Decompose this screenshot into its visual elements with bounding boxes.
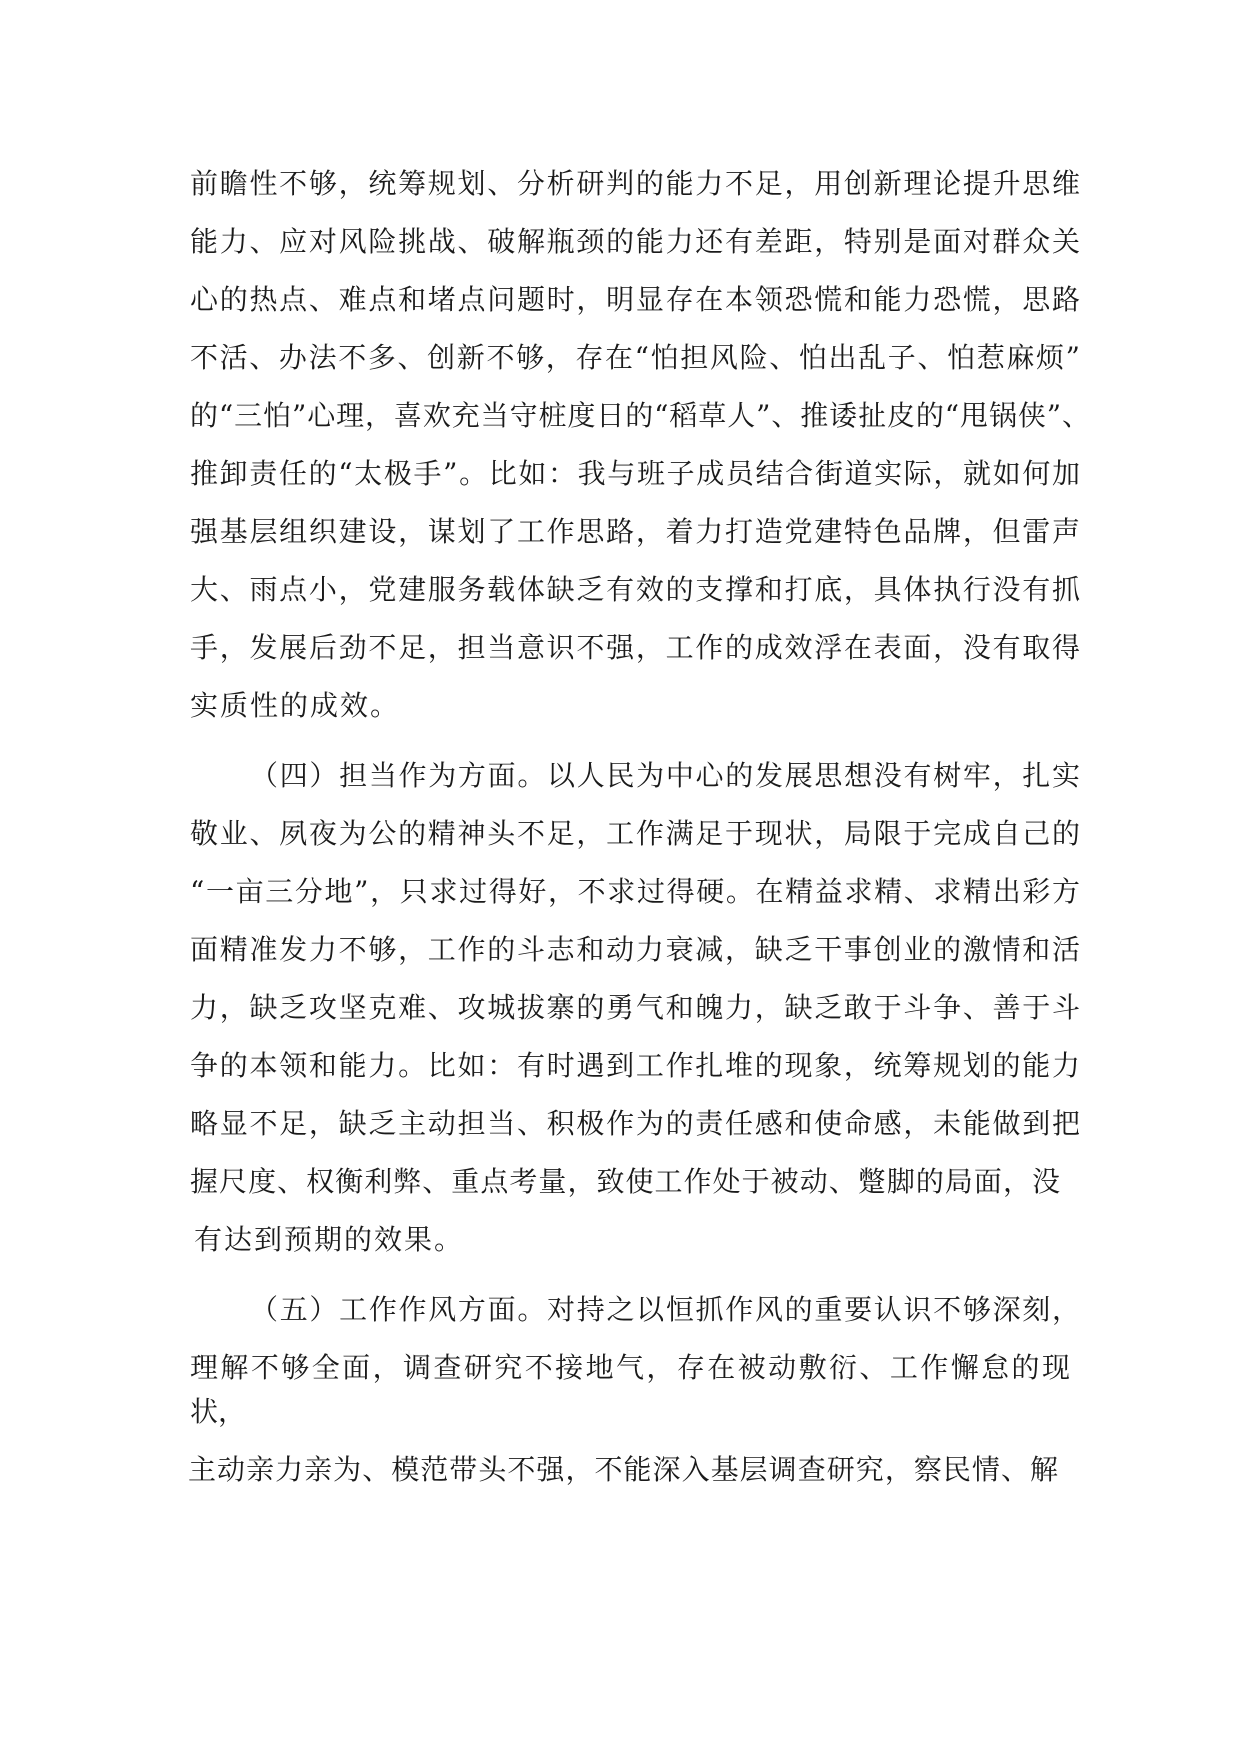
text-line: 手，发展后劲不足，担当意识不强，工作的成效浮在表面，没有取得 [190, 631, 1080, 664]
text-line: 敬业、夙夜为公的精神头不足，工作满足于现状，局限于完成自己的 [190, 817, 1080, 850]
text-line: 心的热点、难点和堵点问题时，明显存在本领恐慌和能力恐慌，思路 [190, 283, 1080, 316]
text-line: 有达到预期的效果。 [194, 1223, 465, 1256]
text-line: 强基层组织建设，谋划了工作思路，着力打造党建特色品牌，但雷声 [190, 515, 1080, 548]
text-line: 大、雨点小，党建服务载体缺乏有效的支撑和打底，具体执行没有抓 [190, 573, 1080, 606]
text-line: “一亩三分地”，只求过得好，不求过得硬。在精益求精、求精出彩方 [190, 875, 1080, 908]
text-line: 力，缺乏攻坚克难、攻城拔寨的勇气和魄力，缺乏敢于斗争、善于斗 [190, 991, 1080, 1024]
section-heading-line: （五）工作作风方面。对持之以恒抓作风的重要认识不够深刻， [250, 1293, 1080, 1326]
text-line: 主动亲力亲为、模范带头不强，不能深入基层调查研究，察民情、解 [188, 1453, 1058, 1486]
section-heading-line: （四）担当作为方面。以人民为中心的发展思想没有树牢，扎实 [250, 759, 1080, 792]
text-line: 状， [190, 1395, 247, 1428]
text-line: 面精准发力不够，工作的斗志和动力衰减，缺乏干事创业的激情和活 [190, 933, 1080, 966]
text-line: 理解不够全面，调查研究不接地气，存在被动敷衍、工作懈怠的现 [190, 1351, 1070, 1384]
text-line: 实质性的成效。 [190, 689, 401, 722]
text-line: 推卸责任的“太极手”。比如：我与班子成员结合街道实际，就如何加 [190, 457, 1080, 490]
text-line: 前瞻性不够，统筹规划、分析研判的能力不足，用创新理论提升思维 [190, 167, 1080, 200]
text-line: 握尺度、权衡利弊、重点考量，致使工作处于被动、蹩脚的局面，没 [190, 1165, 1060, 1198]
text-line: 能力、应对风险挑战、破解瓶颈的能力还有差距，特别是面对群众关 [190, 225, 1080, 258]
text-line: 争的本领和能力。比如：有时遇到工作扎堆的现象，统筹规划的能力 [190, 1049, 1080, 1082]
text-line: 的“三怕”心理，喜欢充当守桩度日的“稻草人”、推诿扯皮的“甩锅侠”、 [190, 399, 1090, 432]
text-line: 不活、办法不多、创新不够，存在“怕担风险、怕出乱子、怕惹麻烦” [190, 341, 1080, 374]
text-line: 略显不足，缺乏主动担当、积极作为的责任感和使命感，未能做到把 [190, 1107, 1080, 1140]
